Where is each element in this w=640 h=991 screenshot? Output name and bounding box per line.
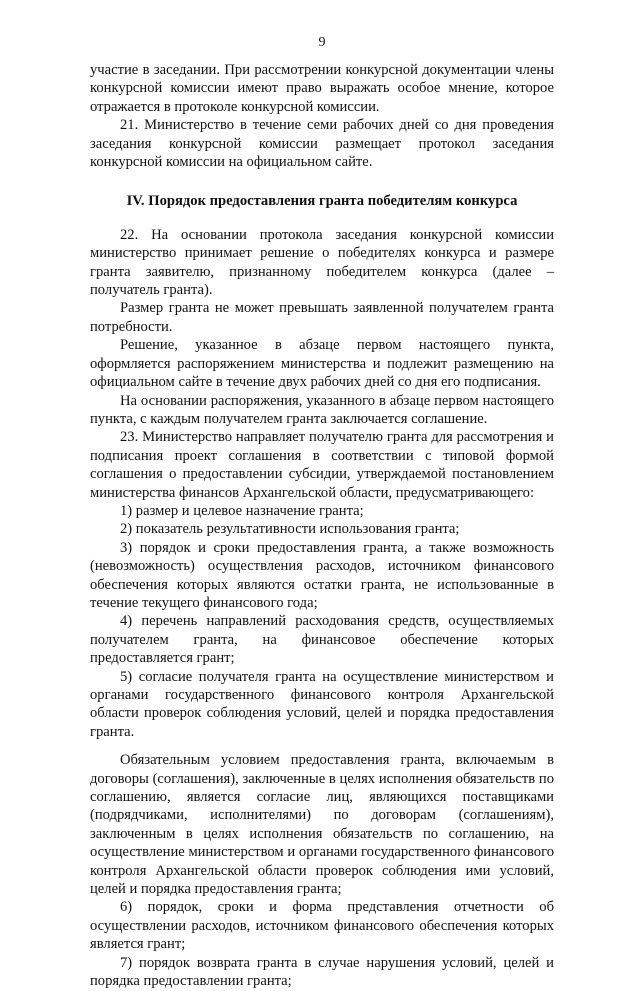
list-item-1: 1) размер и целевое назначение гранта; [120,502,364,519]
list-item-5: 5) согласие получателя гранта на осуществление министерством и органами государственного финансового контроля Архангельской области проверок соблюдения условий, целей и порядка предоставления гранта. [90,668,554,740]
list-item-2: 2) показатель результативности использования гранта; [120,521,460,538]
paragraph-continued: участие в заседании. При рассмотрении конкурсной документации члены конкурсной комиссии имеют право выражать особое мнение, которое отражается в протоколе конкурсной комиссии. [90,62,554,115]
paragraph-22: 22. На основании протокола заседания конкурсной комиссии министерство принимает решение о победителях конкурса и размере гранта заявителю, признанному победителем конкурса (далее – получатель гранта). [90,226,554,299]
paragraph-21: 21. Министерство в течение семи рабочих дней со дня проведения заседания конкурсной комиссии размещает протокол заседания конкурсной комиссии на официальном сайте. [90,117,554,171]
list-item-4: 4) перечень направлений расходования средств, осуществляемых получателем гранта, на финансовое обеспечение которых предоставляется грант; [90,613,554,667]
paragraph-23: 23. Министерство направляет получателю гранта для рассмотрения и подписания проект соглашения в соответствии с типовой формой соглашения о предоставлении субсидии, утверждаемой постановлением министерства финансов Архангельской области, предусматривающего: [90,429,554,501]
list-item-3: 3) порядок и сроки предоставления гранта, а также возможность (невозможность) осуществления расходов, источником финансового обеспечения которых являются остатки гранта, не использованные в течение текущего финансового года; [90,539,554,611]
paragraph-mandatory-condition: Обязательным условием предоставления гранта, включаемым в договоры (соглашения), заключенные в целях исполнения обязательств по соглашению, является согласие лиц, являющихся поставщиками (подрядчиками, исполнителями) по договорам (соглашениям), заключенным в целях исполнения обязательств по соглашению, на осуществление министерством и органами государственного финансового контроля Архангельской области проверок соблюдения ими условий, целей и порядка предоставления гранта; [90,752,554,898]
list-item-6: 6) порядок, сроки и форма представления отчетности об осуществлении расходов, источником финансового обеспечения которых является грант; [90,899,554,953]
paragraph-grant-size: Размер гранта не может превышать заявленной получателем гранта потребности. [90,300,554,335]
paragraph-decision: Решение, указанное в абзаце первом настоящего пункта, оформляется распоряжением министерства и подлежит размещению на официальном сайте в течение двух рабочих дней со дня его подписания. [90,337,554,391]
page-number: 9 [318,35,326,50]
paragraph-agreement: На основании распоряжения, указанного в абзаце первом настоящего пункта, с каждым получателем гранта заключается соглашение. [90,392,554,427]
list-item-7: 7) порядок возврата гранта в случае нарушения условий, целей и порядка предоставлении гранта; [90,954,554,990]
section-heading: IV. Порядок предоставления гранта победителям конкурса [126,193,518,210]
